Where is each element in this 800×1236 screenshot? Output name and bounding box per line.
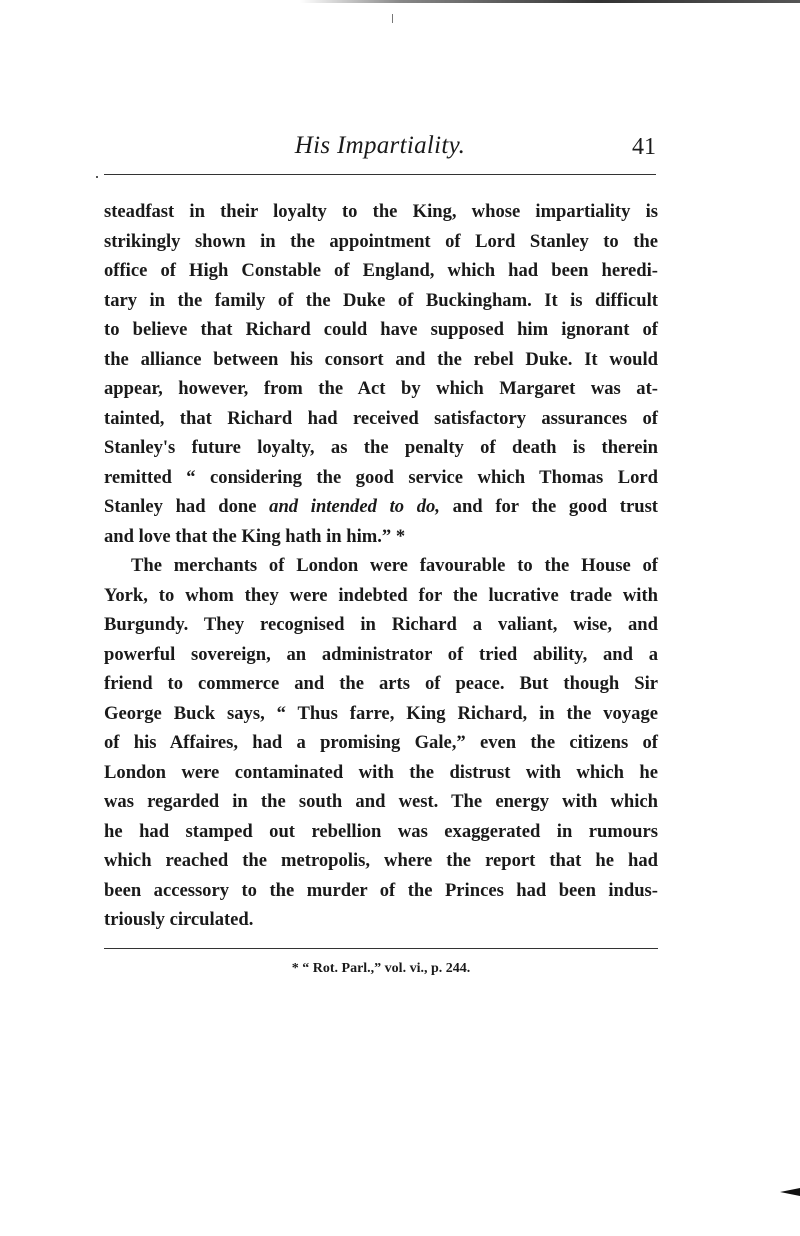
text-line: tary in the family of the Duke of Buckingham. It is difficult (104, 289, 658, 311)
text-line: to believe that Richard could have supposed him ignorant of (104, 319, 658, 340)
header-rule-dot (96, 176, 98, 178)
text-line: York, to whom they were indebted for the lucrative trade with (104, 584, 658, 606)
page-top-tick-mark (392, 14, 393, 23)
text-line: George Buck says, “ Thus farre, King Richard, in the voyage (104, 702, 658, 724)
text-line: triously circulated. (104, 909, 254, 930)
text-line: the alliance between his consort and the rebel Duke. It would (104, 348, 658, 370)
text-line: office of High Constable of England, which had been heredi- (104, 260, 658, 281)
paragraph-2 (104, 551, 658, 935)
italic-phrase: and intended to do, (269, 496, 440, 517)
text-line: Stanley's future loyalty, as the penalty of death is therein (104, 437, 658, 458)
text-line: steadfast in their loyalty to the King, whose impartiality is (104, 201, 658, 222)
text-line: and love that the King hath in him.” * (104, 525, 406, 547)
text-line: which reached the metropolis, where the report that he had (104, 850, 658, 871)
page-number: 41 (632, 134, 656, 160)
page-top-edge-rule (300, 0, 800, 3)
footnote: * “ Rot. Parl.,” vol. vi., p. 244. (291, 961, 471, 976)
text-line: he had stamped out rebellion was exaggerated in rumours (104, 820, 658, 842)
running-head: His Impartiality. (294, 132, 466, 159)
paragraph-1 (104, 197, 658, 551)
text-segment: and for the good trust (439, 496, 659, 517)
text-segment: Stanley had done (104, 496, 270, 517)
text-line: of his Affaires, had a promising Gale,” even the citizens of (104, 732, 658, 753)
text-line: powerful sovereign, an administrator of tried ability, and a (104, 643, 658, 665)
text-line: strikingly shown in the appointment of Lord Stanley to the (104, 230, 658, 252)
text-line (104, 492, 658, 522)
text-line: Burgundy. They recognised in Richard a valiant, wise, and (104, 614, 658, 635)
text-line: remitted “ considering the good service which Thomas Lord (104, 466, 658, 488)
text-line: was regarded in the south and west. The energy with which (104, 791, 658, 812)
text-line: tainted, that Richard had received satisfactory assurances of (104, 407, 658, 429)
header-rule (104, 174, 656, 175)
footnote-rule (104, 948, 658, 949)
text-line: The merchants of London were favourable to the House of (131, 555, 658, 576)
text-line: London were contaminated with the distrust with which he (104, 761, 658, 783)
body-text (104, 197, 658, 935)
text-line: appear, however, from the Act by which Margaret was at- (104, 378, 658, 399)
corner-arrow-mark (780, 1188, 800, 1196)
text-line: been accessory to the murder of the Princes had been indus- (104, 879, 658, 901)
page-header (104, 132, 656, 166)
text-line: friend to commerce and the arts of peace. But though Sir (104, 673, 658, 694)
